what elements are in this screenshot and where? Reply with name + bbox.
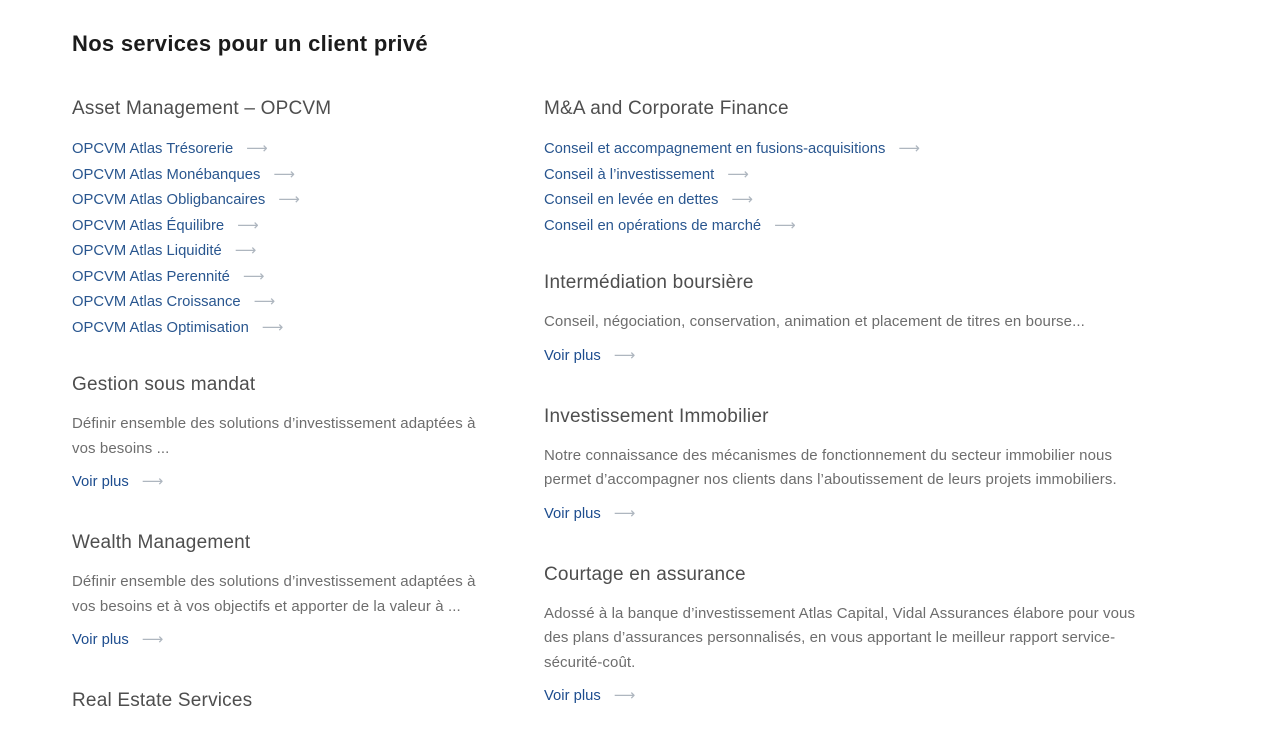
arrow-right-icon: ⟶ <box>727 164 749 183</box>
section-real-estate-services <box>72 690 544 712</box>
section-description: Notre connaissance des mécanismes de fonctionnement du secteur immobilier nous permet d’accompagner nos clients dans l’aboutissement de leurs projets immobiliers. <box>544 446 1117 488</box>
page-title: Nos services pour un client privé <box>72 31 428 56</box>
service-link[interactable]: Conseil à l’investissement <box>544 166 715 183</box>
section-heading: Investissement Immobilier <box>544 405 769 427</box>
section-investissement-immobilier <box>544 406 1204 526</box>
service-link-row <box>72 187 544 213</box>
arrow-right-icon: ⟶ <box>242 266 265 285</box>
section-heading: Gestion sous mandat <box>72 374 256 395</box>
voir-plus-row <box>544 501 1204 526</box>
arrow-right-icon: ⟶ <box>898 139 920 157</box>
service-link-row <box>72 162 544 188</box>
arrow-right-icon: ⟶ <box>246 139 268 157</box>
section-heading: Courtage en assurance <box>544 563 746 585</box>
section-description: Définir ensemble des solutions d’investissement adaptées à vos besoins ... <box>72 415 476 457</box>
section-intermediation-boursiere <box>544 272 1204 368</box>
section-gestion-sous-mandat <box>72 374 544 494</box>
arrow-right-icon: ⟶ <box>613 503 636 522</box>
section-description: Adossé à la banque d’investissement Atlas Capital, Vidal Assurances élabore pour vous des plans d’assurances personnalisés, en vous apportant le meilleur rapport service-sécurité-coût. <box>544 604 1136 671</box>
voir-plus-row <box>544 343 1204 368</box>
service-link-row <box>72 213 544 239</box>
arrow-right-icon: ⟶ <box>141 472 164 490</box>
service-link-row <box>72 289 544 315</box>
section-asset-management-opcvm <box>72 98 544 340</box>
section-courtage-en-assurance <box>544 564 1204 709</box>
voir-plus-row <box>544 683 1204 708</box>
arrow-right-icon: ⟶ <box>234 241 257 259</box>
service-link[interactable]: OPCVM Atlas Trésorerie <box>72 141 234 157</box>
service-link[interactable]: OPCVM Atlas Liquidité <box>72 243 222 259</box>
service-link-row <box>544 213 1204 239</box>
service-link-row <box>544 187 1204 213</box>
service-link-row <box>72 315 544 341</box>
service-link[interactable]: Conseil en opérations de marché <box>544 217 762 234</box>
service-link[interactable]: OPCVM Atlas Croissance <box>72 294 241 310</box>
voir-plus-link[interactable]: Voir plus <box>544 347 601 364</box>
voir-plus-link[interactable]: Voir plus <box>72 474 129 490</box>
section-heading: Wealth Management <box>72 532 251 553</box>
service-link-row <box>544 136 1204 162</box>
columns-wrapper <box>72 98 1273 750</box>
arrow-right-icon: ⟶ <box>141 630 164 648</box>
arrow-right-icon: ⟶ <box>278 190 300 208</box>
section-wealth-management <box>72 532 544 652</box>
voir-plus-row <box>72 627 544 652</box>
section-heading: Intermédiation boursière <box>544 272 754 293</box>
column-left <box>72 98 544 750</box>
service-link-row <box>72 238 544 264</box>
service-link[interactable]: OPCVM Atlas Perennité <box>72 268 230 285</box>
arrow-right-icon: ⟶ <box>273 164 295 183</box>
service-link[interactable]: OPCVM Atlas Monébanques <box>72 166 261 183</box>
voir-plus-link[interactable]: Voir plus <box>72 632 129 648</box>
service-link[interactable]: OPCVM Atlas Équilibre <box>72 217 225 234</box>
service-link-row <box>72 264 544 290</box>
section-heading: M&A and Corporate Finance <box>544 98 789 119</box>
section-heading: Asset Management – OPCVM <box>72 98 332 119</box>
service-link[interactable]: Conseil en levée en dettes <box>544 192 719 208</box>
column-right <box>544 98 1204 746</box>
arrow-right-icon: ⟶ <box>774 215 796 234</box>
arrow-right-icon: ⟶ <box>261 317 284 336</box>
service-link-row <box>72 136 544 162</box>
voir-plus-link[interactable]: Voir plus <box>544 505 601 522</box>
arrow-right-icon: ⟶ <box>613 686 636 704</box>
section-ma-corporate-finance <box>544 98 1204 238</box>
voir-plus-link[interactable]: Voir plus <box>544 688 601 704</box>
arrow-right-icon: ⟶ <box>253 292 276 310</box>
arrow-right-icon: ⟶ <box>731 190 753 208</box>
arrow-right-icon: ⟶ <box>237 215 259 234</box>
section-description: Définir ensemble des solutions d’investissement adaptées à vos besoins et à vos objectifs et apporter de la valeur à ... <box>72 573 476 615</box>
service-link[interactable]: Conseil et accompagnement en fusions-acquisitions <box>544 141 886 157</box>
voir-plus-row <box>72 469 544 494</box>
service-link[interactable]: OPCVM Atlas Optimisation <box>72 319 249 336</box>
service-links-list <box>544 136 1204 238</box>
service-link[interactable]: OPCVM Atlas Obligbancaires <box>72 192 266 208</box>
section-heading: Real Estate Services <box>72 690 253 711</box>
arrow-right-icon: ⟶ <box>613 345 636 364</box>
service-link-row <box>544 162 1204 188</box>
section-description: Conseil, négociation, conservation, animation et placement de titres en bourse... <box>544 313 1085 330</box>
service-links-list <box>72 136 544 340</box>
